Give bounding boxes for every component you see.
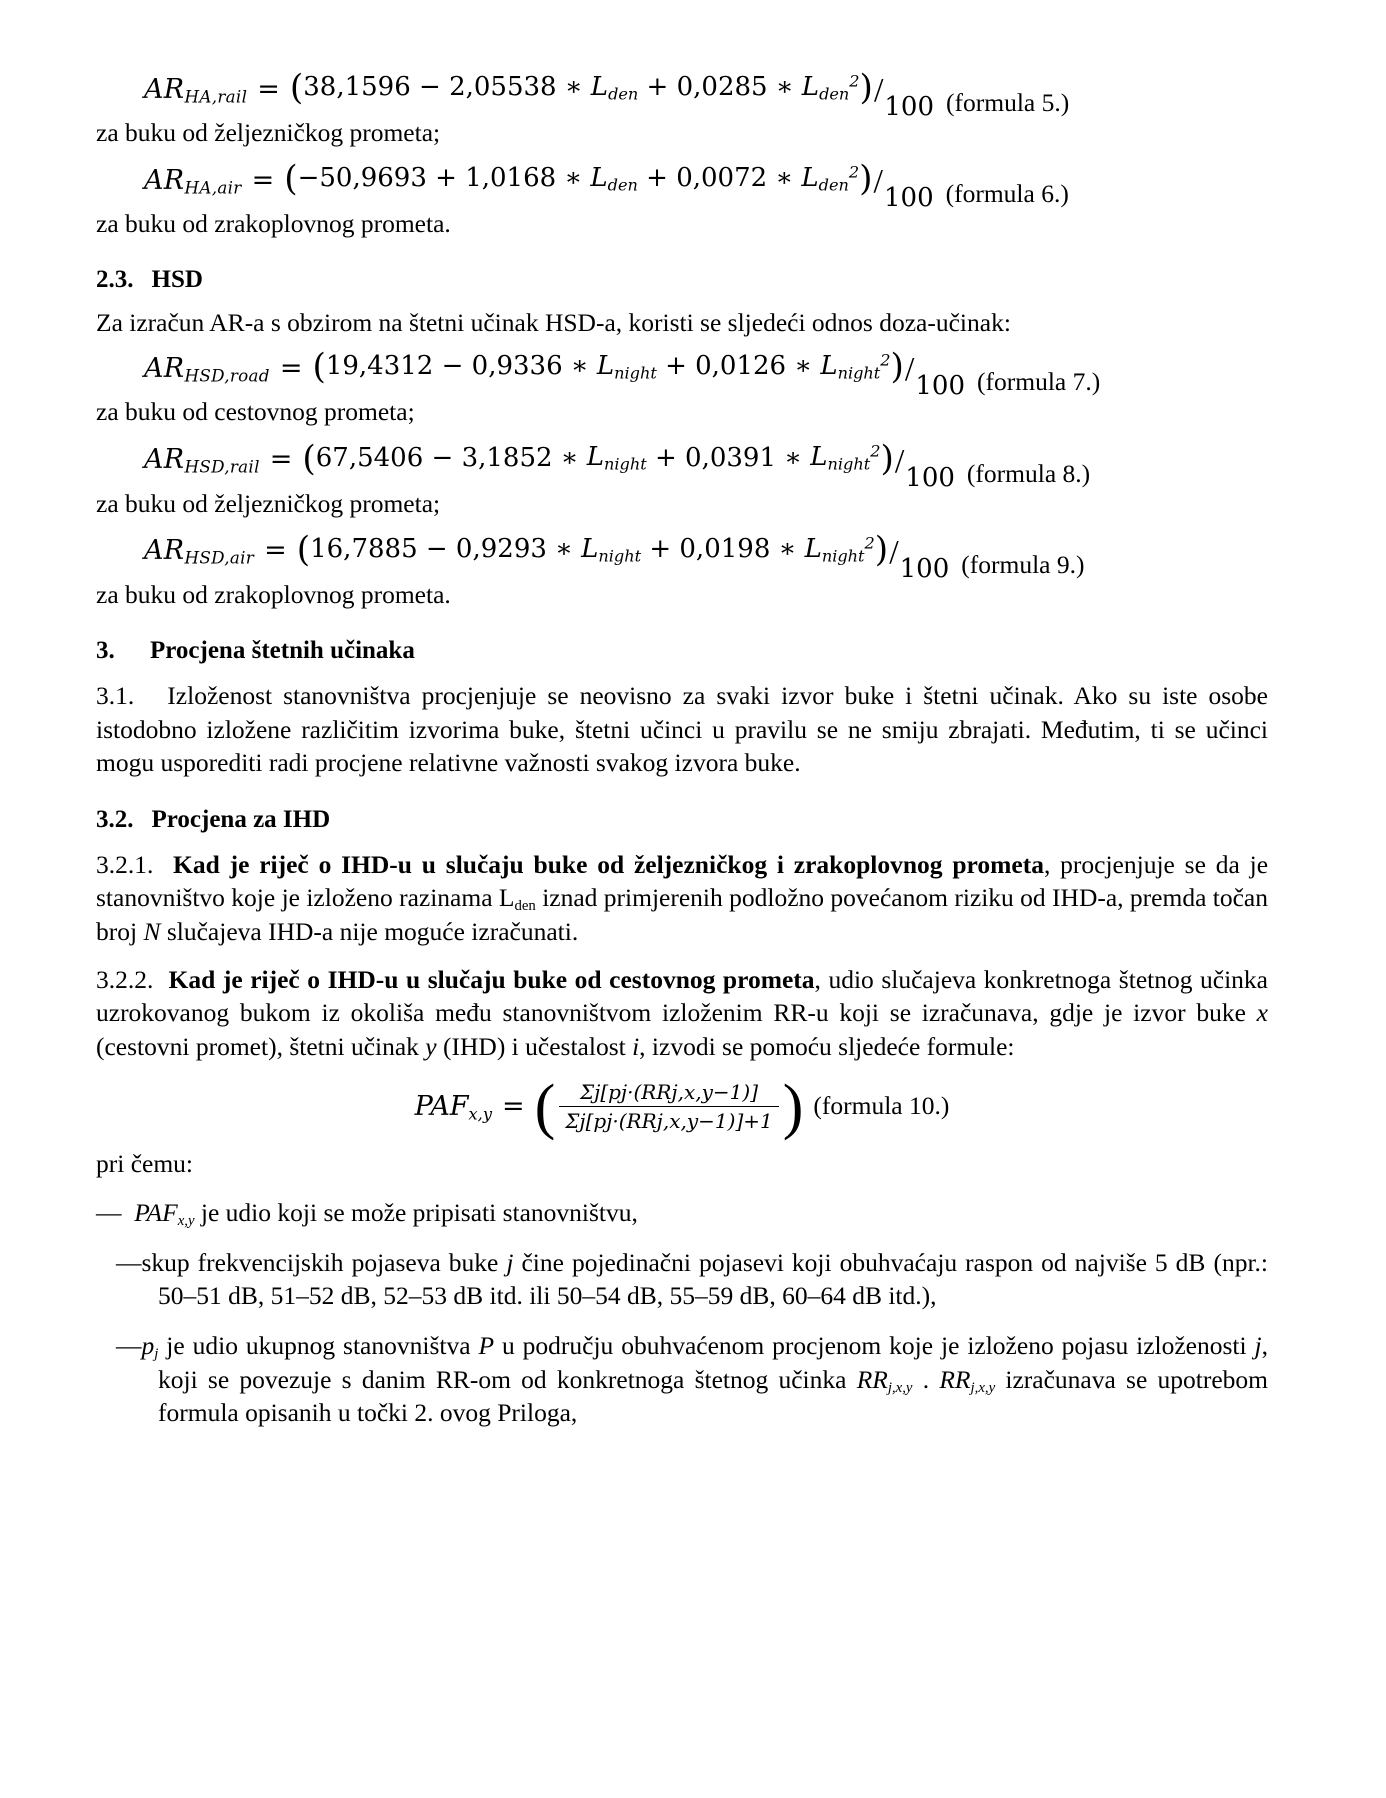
paragraph-3-1-number: 3.1. [96,680,135,710]
formula-10-open-paren: ( [534,1073,556,1142]
formula-6-row [96,159,1268,214]
formula-6-slash: / [873,163,883,201]
formula-5-fraction [289,68,1070,122]
bullet-2-text-a: je udio ukupnog stanovništva [158,1330,479,1360]
caption-air-1: za buku od zrakoplovnog prometa. [96,209,451,239]
paragraph-3-2-2-text-d: , izvodi se pomoću sljedeće formule: [639,1032,1015,1062]
list-item [96,1196,1268,1230]
caption-rail-2: za buku od željezničkog prometa; [96,488,441,518]
bullet-2-italic-j: j [1254,1330,1262,1360]
formula-9-numerator: (16,7885 − 0,9293 ∗ $L_{night} + 0,0198$ ∗ $L_{night}^2$) [296,529,889,570]
formula-5-row [96,68,1268,122]
paragraph-3-2-2-text-b: (cestovni promet), štetni učinak [96,1032,426,1062]
formula-10-lhs: $PAF_{x,y}$ [414,1090,492,1124]
bullet-1-text-a: skup frekvencijskih pojaseva buke [141,1247,507,1277]
formula-9-row [96,529,1268,584]
bullet-dash: — [116,1247,142,1277]
formula-8-label: (formula 8.) [966,458,1091,488]
bullet-1-italic-j: j [506,1247,514,1277]
formula-9-fraction [296,529,1085,584]
heading-hsd [96,266,1268,294]
bullet-0-text: je udio koji se može pripisati stanovništvu, [194,1197,638,1227]
heading-procjena-title: Procjena štetnih učinaka [150,636,415,664]
formula-9-slash: / [889,533,899,571]
heading-procjena-ihd-title: Procjena za IHD [151,805,331,833]
paragraph-3-1-text: Izloženost stanovništva procjenjuje se neovisno za svaki izvor buke i štetni učinak. Ako su iste osobe istodobno izložene različitim izvorima buke, štetni učinci u pravilu se ne smiju zbrajati. Međutim, ti se učinci mogu usporediti radi procjene relativne važnosti svakog izvora buke. [96,680,1268,778]
formula-5-lhs: $AR_{HA,rail}$ [144,73,248,107]
bullet-0-sub: x,y [177,1213,195,1230]
formula-8-numerator: (67,5406 − 3,1852 ∗ $L_{night} + 0,0391$ ∗ $L_{night}^2$) [302,438,894,479]
formula-8-lhs: $AR_{HSD,rail}$ [144,444,260,477]
formula-7-lhs: $AR_{HSD,road}$ [144,352,270,386]
formula-8-denominator: 100 [905,462,955,493]
formula-9-lhs: $AR_{HSD,air}$ [144,535,255,568]
bullet-0-italic-paf: PAF [134,1197,178,1227]
heading-procjena-ihd-number: 3.2. [96,805,134,833]
paragraph-3-2-2-bold: Kad je riječ o IHD-u u slučaju buke od cestovnog prometa [168,964,815,994]
formula-8-fraction [302,438,1091,493]
formula-9-equals: = [264,535,287,567]
formula-6-fraction [284,159,1069,214]
bullet-2-text-d: . [912,1364,940,1394]
bullet-2-rr2-sub: j,x,y [970,1379,996,1396]
formula-6-equals: = [251,164,275,196]
paragraph-3-2-1-text-c: slučajeva IHD-a nije moguće izračunati. [160,917,579,947]
bullet-dash: — [96,1197,122,1227]
formula-8-equals: = [269,444,293,476]
paragraph-3-2-1-text-a: , procjenjuje se da je stanovništvo koje je izloženo razinama L [96,849,1269,913]
bullet-2-text-e: izračunava se upotrebom formula opisanih u točki 2. ovog Priloga, [158,1364,1269,1428]
bullet-2-text-b: u području obuhvaćenom procjenom koje je izloženo pojasu izloženosti [494,1330,1255,1360]
caption-road: za buku od cestovnog prometa; [96,397,415,427]
formula-5-denominator: 100 [884,92,935,122]
bullet-2-italic-rr1: RR [856,1364,888,1394]
bullet-2-rr1-sub: j,x,y [887,1379,913,1396]
formula-7-denominator: 100 [915,371,966,402]
caption-air-2: za buku od zrakoplovnog prometa. [96,579,451,609]
bullet-2-italic-bigp: P [478,1330,495,1360]
bullet-2-text-c: , koji se povezuje s danim RR-om od konkretnoga štetnog učinka [158,1330,1268,1394]
formula-9-label: (formula 9.) [961,549,1085,579]
bullet-2-italic-p: p [141,1330,155,1360]
formula-6-label: (formula 6.) [945,179,1069,209]
heading-procjena-number: 3. [96,636,115,664]
caption-rail-1: za buku od željezničkog prometa; [96,118,441,147]
heading-procjena [96,637,1268,665]
paragraph-3-2-2-var-i: i [632,1032,640,1062]
formula-6-denominator: 100 [883,183,934,214]
formula-10-equals: = [501,1090,525,1122]
formula-8-row [96,438,1268,493]
formula-5-numerator: (38,1596 − 2,05538 ∗ $L_{den} + 0,0285$ ∗ $L_{den}^2$) [289,68,873,108]
formula-10-row [96,1073,1268,1142]
formula-7-equals: = [279,352,303,384]
paragraph-3-2-2-var-y: y [425,1032,437,1062]
bullet-dash: — [116,1330,142,1360]
paragraph-3-2-2-text-a: , udio slučajeva konkretnoga štetnog učinka uzrokovanog bukom iz okoliša među stanovništvom izloženim RR-u koji se izračunava, gdje je izvor buke [96,964,1268,1028]
pri-cemu-line: pri čemu: [96,1148,194,1178]
bullet-2-sub: j [154,1346,159,1362]
heading-hsd-number: 2.3. [96,266,134,294]
bullet-2-italic-rr2: RR [939,1364,971,1394]
formula-7-numerator: (19,4312 − 0,9336 ∗ $L_{night} + 0,0126$ ∗ $L_{night}^2$) [312,347,904,388]
formula-5-equals: = [257,73,280,105]
formula-10-denominator: Σj[pj·(RRj,x,y−1)]+1 [565,1108,773,1133]
formula-5-label: (formula 5.) [946,88,1070,117]
paragraph-3-2-2-text-c: (IHD) i učestalost [436,1032,633,1062]
paragraph-3-2-1 [96,848,1268,949]
paragraph-3-2-1-number: 3.2.1. [96,849,154,879]
formula-5-slash: / [873,72,884,109]
formula-10-numerator: Σj[pj·(RRj,x,y−1)] [579,1079,758,1104]
formula-7-fraction [312,347,1101,402]
list-item [96,1246,1268,1313]
paragraph-3-1 [96,679,1268,780]
heading-hsd-title: HSD [151,266,203,294]
formula-6-numerator: (−50,9693 + 1,0168 ∗ $L_{den} + 0,0072$ ∗ $L_{den}^2$) [284,159,873,200]
paragraph-3-2-2-number: 3.2.2. [96,964,154,994]
paragraph-3-2-1-sub: den [514,898,536,915]
formula-8-slash: / [894,442,905,480]
formula-7-slash: / [904,351,915,389]
paragraph-3-2-2-var-x: x [1256,998,1268,1028]
formula-6-lhs: $AR_{HA,air}$ [144,164,242,198]
formula-7-label: (formula 7.) [977,367,1101,397]
bullet-1-text-b: čine pojedinačni pojasevi koji obuhvaćaju raspon od najviše 5 dB (npr.: 50–51 dB, 51–52 dB, 52–53 dB itd. ili 50–54 dB, 55–59 dB, 60–64 dB itd.), [158,1247,1268,1311]
paragraph-3-2-1-italic-n: N [143,917,161,947]
paragraph-3-2-2 [96,963,1268,1064]
formula-7-row [96,347,1268,402]
heading-procjena-ihd [96,806,1268,834]
paragraph-3-2-1-bold: Kad je riječ o IHD-u u slučaju buke od željezničkog i zrakoplovnog prometa [173,849,1044,879]
formula-10-fraction [559,1080,779,1133]
paragraph-3-2-1-text-b: iznad primjerenih podložno povećanom riziku od IHD-a, premda točan broj [96,883,1268,947]
formula-10-close-paren: ) [782,1073,804,1142]
formula-9-denominator: 100 [899,553,950,584]
hsd-intro: Za izračun AR-a s obzirom na štetni učinak HSD-a, koristi se sljedeći odnos doza-učinak: [96,308,1011,338]
list-item [96,1329,1268,1430]
formula-10-label: (formula 10.) [813,1091,950,1121]
